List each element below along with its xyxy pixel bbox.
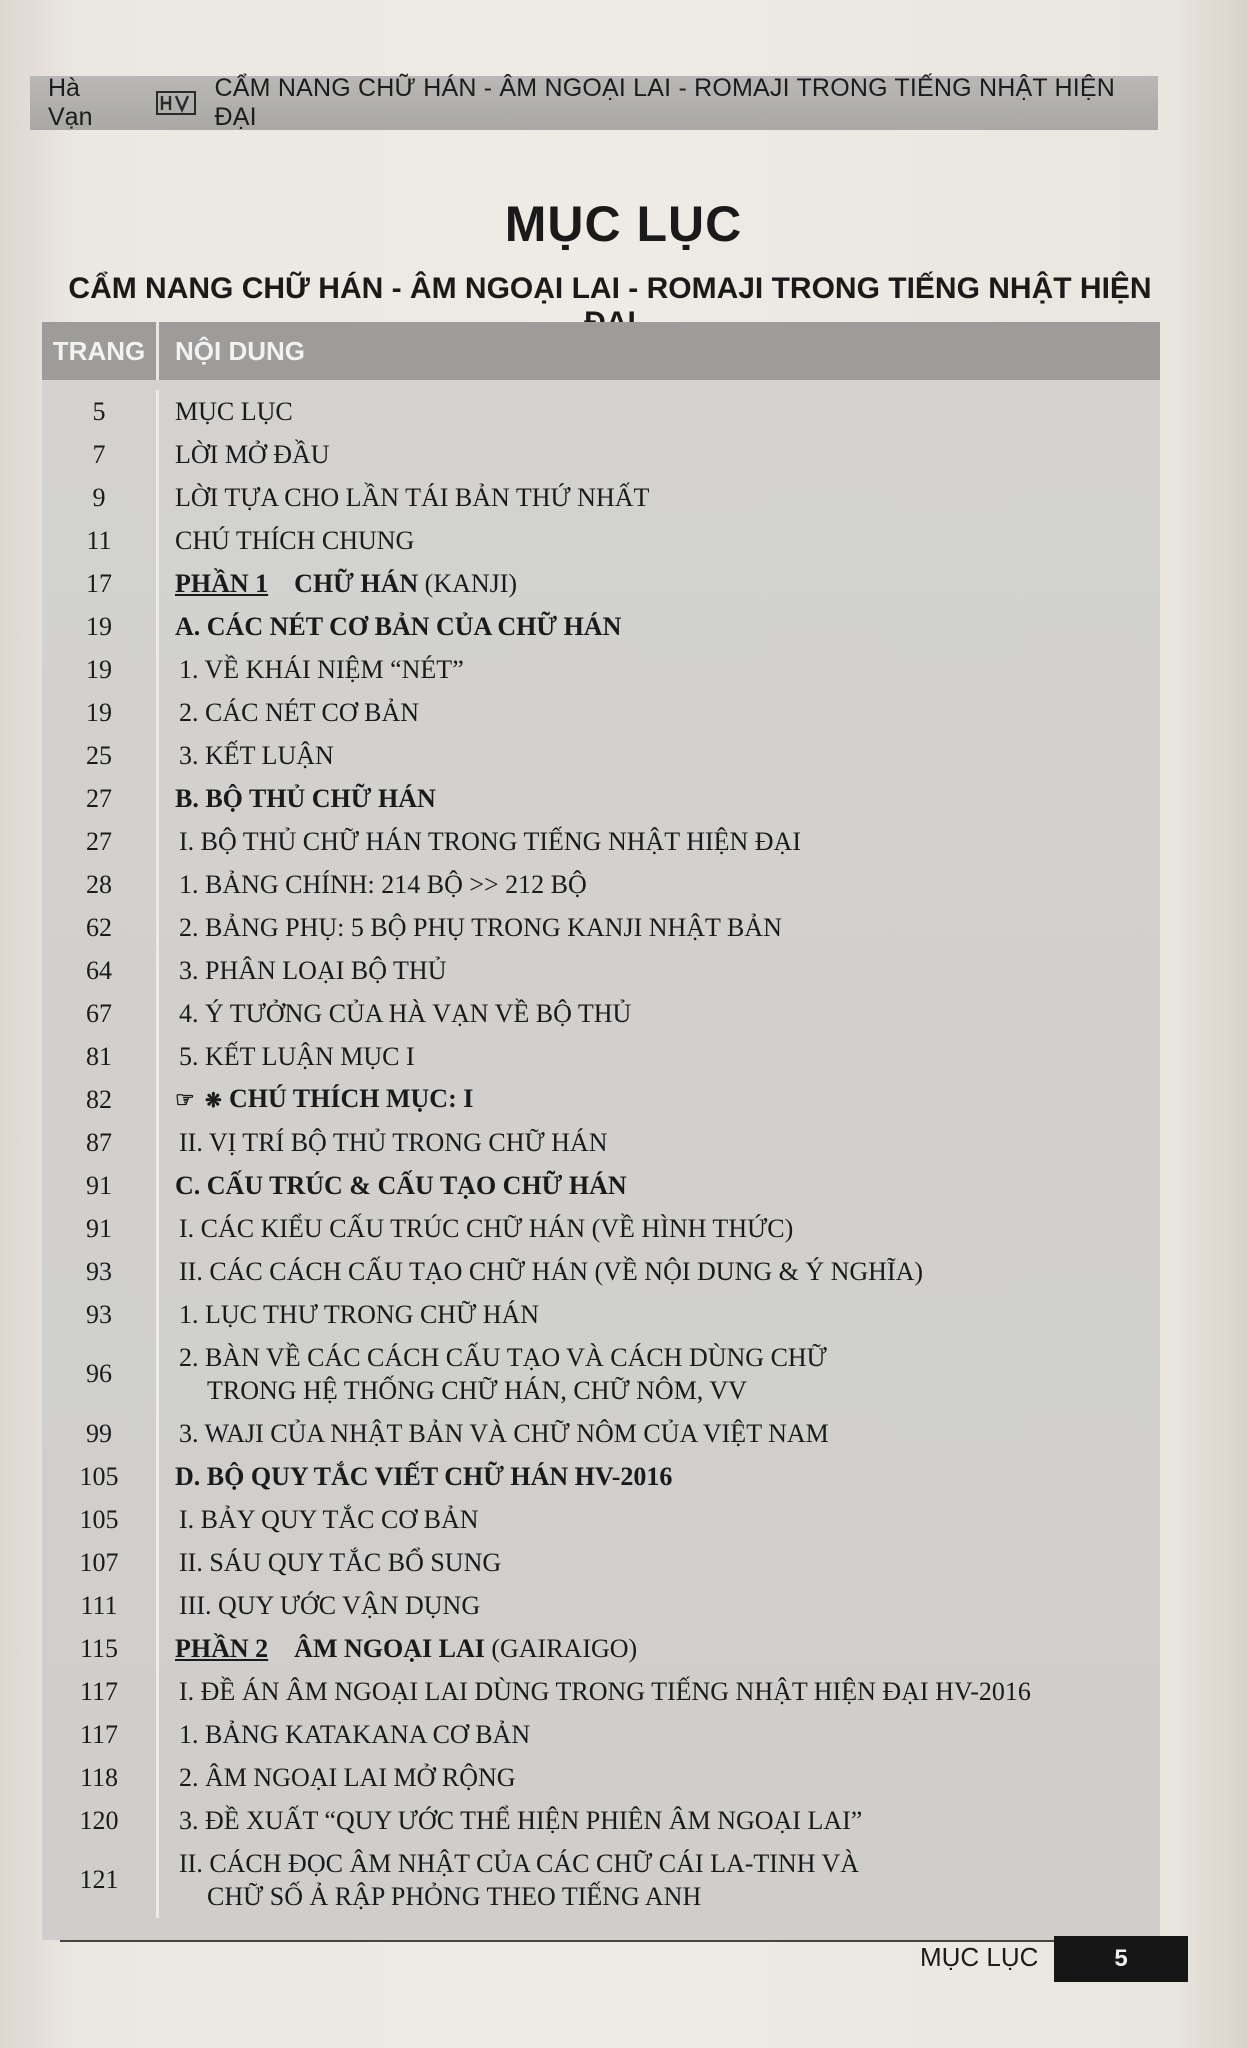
toc-entry-text: C. CẤU TRÚC & CẤU TẠO CHỮ HÁN <box>175 1171 627 1200</box>
toc-entry <box>159 1546 1160 1579</box>
toc-page-number: 121 <box>42 1842 159 1918</box>
toc-entry <box>159 1417 1160 1450</box>
toc-entry <box>159 1040 1160 1073</box>
toc-entry-line: CHỮ SỐ Ả RẬP PHỎNG THEO TIẾNG ANH <box>207 1882 702 1911</box>
toc-page-number: 19 <box>42 691 159 734</box>
toc-row <box>42 906 1160 949</box>
footer-page-number: 5 <box>1054 1936 1188 1982</box>
toc-entry-text: 1. BẢNG KATAKANA CƠ BẢN <box>179 1720 531 1749</box>
toc-page-number: 17 <box>42 562 159 605</box>
toc-page-number: 82 <box>42 1078 159 1121</box>
toc-row <box>42 820 1160 863</box>
toc-row <box>42 1799 1160 1842</box>
toc-row <box>42 562 1160 605</box>
toc-page-number: 117 <box>42 1713 159 1756</box>
toc-page-number: 62 <box>42 906 159 949</box>
toc-entry <box>159 782 1160 815</box>
toc-row <box>42 1412 1160 1455</box>
toc-entry <box>159 1761 1160 1794</box>
toc-entry <box>159 1460 1160 1493</box>
toc-row <box>42 1498 1160 1541</box>
toc-entry <box>159 610 1160 643</box>
toc-entry <box>159 1847 1160 1913</box>
toc-row <box>42 1713 1160 1756</box>
toc-page-number: 87 <box>42 1121 159 1164</box>
toc-entry-line: TRONG HỆ THỐNG CHỮ HÁN, CHỮ NÔM, VV <box>207 1376 747 1405</box>
toc-entry-text: 2. ÂM NGOẠI LAI MỞ RỘNG <box>179 1763 516 1792</box>
toc-entry-text: I. CÁC KIỂU CẤU TRÚC CHỮ HÁN (VỀ HÌNH THỨC) <box>179 1214 794 1243</box>
toc-entry-text: I. ĐỀ ÁN ÂM NGOẠI LAI DÙNG TRONG TIẾNG NHẬT HIỆN ĐẠI HV-2016 <box>179 1677 1031 1706</box>
toc-entry-text: 5. KẾT LUẬN MỤC I <box>179 1042 415 1071</box>
toc-page-number: 64 <box>42 949 159 992</box>
toc-page-number: 5 <box>42 390 159 433</box>
toc-entry <box>159 1298 1160 1331</box>
toc-entry-text: B. BỘ THỦ CHỮ HÁN <box>175 784 436 813</box>
toc-page-number: 120 <box>42 1799 159 1842</box>
toc-entry-text: 2. CÁC NÉT CƠ BẢN <box>179 698 420 727</box>
toc-page-number: 19 <box>42 648 159 691</box>
toc-entry <box>159 1212 1160 1245</box>
toc-entry <box>159 1804 1160 1837</box>
toc-entry <box>159 653 1160 686</box>
toc-entry-text: LỜI TỰA CHO LẦN TÁI BẢN THỨ NHẤT <box>175 483 650 512</box>
toc-row <box>42 863 1160 906</box>
toc-page-number: 111 <box>42 1584 159 1627</box>
toc-entry-text: I. BỘ THỦ CHỮ HÁN TRONG TIẾNG NHẬT HIỆN ĐẠI <box>179 827 801 856</box>
toc-page-number: 11 <box>42 519 159 562</box>
toc-row <box>42 1670 1160 1713</box>
toc-entry-text: D. BỘ QUY TẮC VIẾT CHỮ HÁN HV-2016 <box>175 1462 673 1491</box>
toc-entry-text: 3. WAJI CỦA NHẬT BẢN VÀ CHỮ NÔM CỦA VIỆT NAM <box>179 1419 829 1448</box>
toc-entry-text: MỤC LỤC <box>175 397 293 426</box>
toc-entry <box>159 997 1160 1030</box>
toc-entry <box>159 1126 1160 1159</box>
toc-row <box>42 1035 1160 1078</box>
toc-page-number: 27 <box>42 777 159 820</box>
part-title: CHỮ HÁN <box>294 569 419 598</box>
toc-page-number: 93 <box>42 1250 159 1293</box>
toc-entry-text: II. SÁU QUY TẮC BỔ SUNG <box>179 1548 502 1577</box>
toc-page-number: 19 <box>42 605 159 648</box>
toc-page-number: 93 <box>42 1293 159 1336</box>
toc-row <box>42 1336 1160 1412</box>
toc-body <box>42 380 1160 1940</box>
toc-entry <box>159 1255 1160 1288</box>
part-subtitle: (KANJI) <box>424 569 518 598</box>
toc-row <box>42 1293 1160 1336</box>
toc-entry <box>159 954 1160 987</box>
toc-entry-text: 3. ĐỀ XUẤT “QUY ƯỚC THỂ HIỆN PHIÊN ÂM NGOẠI LAI” <box>179 1806 863 1835</box>
toc-page-number: 115 <box>42 1627 159 1670</box>
toc-row <box>42 1455 1160 1498</box>
toc-entry-text: II. VỊ TRÍ BỘ THỦ TRONG CHỮ HÁN <box>179 1128 608 1157</box>
toc-page-number: 107 <box>42 1541 159 1584</box>
toc-entry <box>159 696 1160 729</box>
toc-entry <box>159 1082 1160 1118</box>
toc-row <box>42 1164 1160 1207</box>
toc-header <box>42 322 1160 380</box>
toc-entry-text: 1. BẢNG CHÍNH: 214 BỘ >> 212 BỘ <box>179 870 587 899</box>
page-subtitle: CẨM NANG CHỮ HÁN - ÂM NGOẠI LAI - ROMAJI TRONG TIẾNG NHẬT HIỆN <box>68 272 1152 305</box>
toc-entry-line: 2. BÀN VỀ CÁC CÁCH CẤU TẠO VÀ CÁCH DÙNG CHỮ <box>179 1343 827 1372</box>
part-subtitle: (GAIRAIGO) <box>491 1634 638 1663</box>
header-content: NỘI DUNG <box>175 335 305 366</box>
toc-entry <box>159 1169 1160 1202</box>
toc-entry <box>159 911 1160 944</box>
toc-entry <box>159 1675 1160 1708</box>
toc-entry-text: A. CÁC NÉT CƠ BẢN CỦA CHỮ HÁN <box>175 612 622 641</box>
part-label: PHẦN 1 <box>175 569 269 598</box>
toc-page-number: 81 <box>42 1035 159 1078</box>
toc-entry <box>159 1632 1160 1665</box>
toc-page-number: 117 <box>42 1670 159 1713</box>
toc-table <box>42 322 1160 1940</box>
toc-entry-text: II. CÁC CÁCH CẤU TẠO CHỮ HÁN (VỀ NỘI DUNG & Ý NGHĨA) <box>179 1257 924 1286</box>
toc-row <box>42 949 1160 992</box>
toc-page-number: 9 <box>42 476 159 519</box>
pointing-hand-icon: ☞ <box>175 1086 195 1112</box>
toc-row <box>42 1541 1160 1584</box>
toc-entry-text: 2. BẢNG PHỤ: 5 BỘ PHỤ TRONG KANJI NHẬT BẢN <box>179 913 782 942</box>
toc-entry <box>159 868 1160 901</box>
toc-page-number: 105 <box>42 1455 159 1498</box>
toc-row <box>42 1756 1160 1799</box>
toc-row <box>42 390 1160 433</box>
header-page: TRANG <box>42 322 159 380</box>
part-label: PHẦN 2 <box>175 1634 269 1663</box>
toc-entry-text: III. QUY ƯỚC VẬN DỤNG <box>179 1591 481 1620</box>
toc-row <box>42 519 1160 562</box>
toc-entry-text: CHÚ THÍCH MỤC: I <box>229 1083 474 1113</box>
toc-row <box>42 691 1160 734</box>
toc-row <box>42 734 1160 777</box>
part-title: ÂM NGOẠI LAI <box>294 1634 485 1663</box>
toc-entry-text: CHÚ THÍCH CHUNG <box>175 526 415 555</box>
toc-row <box>42 648 1160 691</box>
hv-logo-icon <box>155 89 197 117</box>
toc-page-number: 96 <box>42 1336 159 1412</box>
toc-entry <box>159 739 1160 772</box>
toc-entry <box>159 1718 1160 1751</box>
toc-page-number: 105 <box>42 1498 159 1541</box>
page-title: MỤC LỤC <box>504 196 743 252</box>
footer-rule <box>60 1940 1060 1942</box>
toc-entry-text: 1. LỤC THƯ TRONG CHỮ HÁN <box>179 1300 540 1329</box>
toc-entry <box>159 825 1160 858</box>
toc-entry <box>159 481 1160 514</box>
toc-page-number: 99 <box>42 1412 159 1455</box>
toc-page-number: 91 <box>42 1164 159 1207</box>
book-title: CẨM NANG CHỮ HÁN - ÂM NGOẠI LAI - ROMAJI TRONG TIẾNG NHẬT HIỆN ĐẠI <box>214 74 1116 131</box>
toc-row <box>42 1584 1160 1627</box>
toc-row <box>42 605 1160 648</box>
toc-row <box>42 433 1160 476</box>
toc-row <box>42 1121 1160 1164</box>
toc-entry <box>159 1589 1160 1622</box>
toc-entry-text: 3. PHÂN LOẠI BỘ THỦ <box>179 956 447 985</box>
toc-entry-text: I. BẢY QUY TẮC CƠ BẢN <box>179 1505 479 1534</box>
author-name: Hà Vạn <box>48 74 93 131</box>
toc-entry <box>159 1341 1160 1407</box>
toc-entry-text: LỜI MỞ ĐẦU <box>175 440 330 469</box>
toc-row <box>42 476 1160 519</box>
toc-entry <box>159 438 1160 471</box>
toc-row <box>42 777 1160 820</box>
toc-entry-text: 4. Ý TƯỞNG CỦA HÀ VẠN VỀ BỘ THỦ <box>179 999 632 1028</box>
toc-page-number: 118 <box>42 1756 159 1799</box>
toc-page-number: 91 <box>42 1207 159 1250</box>
asterisk-icon: ❋ <box>205 1089 222 1112</box>
toc-page-number: 7 <box>42 433 159 476</box>
toc-page-number: 28 <box>42 863 159 906</box>
toc-entry <box>159 567 1160 600</box>
toc-entry <box>159 524 1160 557</box>
toc-page-number: 25 <box>42 734 159 777</box>
toc-entry-text: 1. VỀ KHÁI NIỆM “NÉT” <box>179 655 464 684</box>
toc-row <box>42 992 1160 1035</box>
toc-entry <box>159 1503 1160 1536</box>
toc-row <box>42 1207 1160 1250</box>
toc-row <box>42 1078 1160 1121</box>
toc-row <box>42 1627 1160 1670</box>
toc-page-number: 27 <box>42 820 159 863</box>
toc-entry-line: II. CÁCH ĐỌC ÂM NHẬT CỦA CÁC CHỮ CÁI LA-TINH VÀ <box>179 1849 860 1878</box>
toc-entry <box>159 395 1160 428</box>
toc-entry-text: 3. KẾT LUẬN <box>179 741 334 770</box>
toc-row <box>42 1250 1160 1293</box>
toc-page-number: 67 <box>42 992 159 1035</box>
footer-section: MỤC LỤC <box>920 1942 1039 1972</box>
toc-row <box>42 1842 1160 1918</box>
running-head <box>30 76 1158 130</box>
